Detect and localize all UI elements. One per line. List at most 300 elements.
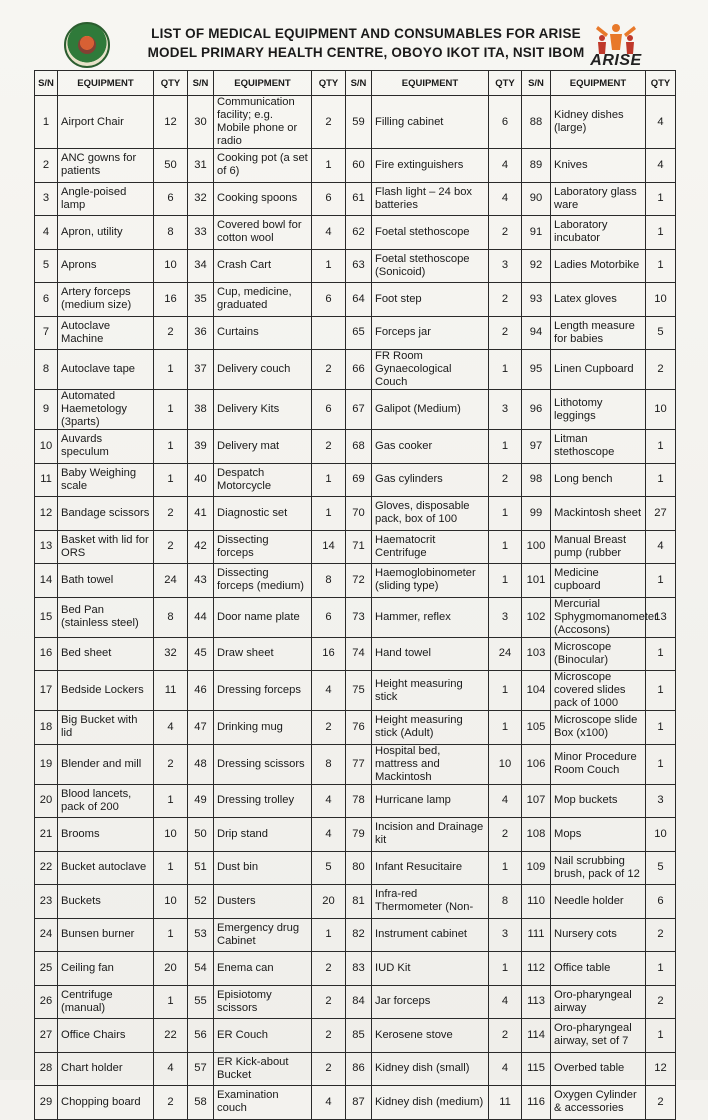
cell-qty: 2	[312, 430, 346, 464]
cell-qty: 1	[154, 390, 188, 430]
cell-qty: 3	[489, 390, 522, 430]
cell-qty: 22	[154, 1019, 188, 1053]
header-equipment: EQUIPMENT	[214, 71, 312, 96]
cell-equipment: Dust bin	[214, 851, 312, 885]
table-row	[35, 1019, 676, 1053]
cell-equipment: ER Couch	[214, 1019, 312, 1053]
table-row	[35, 985, 676, 1019]
cell-qty: 8	[312, 744, 346, 784]
cell-sn: 95	[522, 350, 551, 390]
state-seal-logo	[64, 22, 110, 68]
cell-sn: 82	[346, 918, 372, 952]
cell-qty: 14	[312, 530, 346, 564]
table-row	[35, 463, 676, 497]
cell-sn: 58	[188, 1086, 214, 1120]
cell-sn: 52	[188, 885, 214, 919]
cell-equipment: ER Kick-about Bucket	[214, 1052, 312, 1086]
cell-qty: 13	[646, 597, 676, 637]
table-row	[35, 249, 676, 283]
cell-sn: 2	[35, 149, 58, 183]
cell-qty: 2	[489, 1019, 522, 1053]
cell-qty: 2	[646, 918, 676, 952]
cell-qty: 2	[312, 952, 346, 986]
cell-sn: 90	[522, 182, 551, 216]
cell-sn: 44	[188, 597, 214, 637]
table-row	[35, 350, 676, 390]
cell-equipment: Gas cooker	[372, 430, 489, 464]
cell-equipment: Apron, utility	[58, 216, 154, 250]
cell-sn: 53	[188, 918, 214, 952]
cell-qty: 4	[312, 1086, 346, 1120]
cell-sn: 14	[35, 564, 58, 598]
cell-equipment: Haemoglobinometer (sliding type)	[372, 564, 489, 598]
cell-qty: 2	[489, 216, 522, 250]
cell-sn: 42	[188, 530, 214, 564]
cell-qty: 12	[646, 1052, 676, 1086]
cell-sn: 105	[522, 711, 551, 745]
cell-equipment: Oro-pharyngeal airway	[551, 985, 646, 1019]
cell-sn: 71	[346, 530, 372, 564]
cell-equipment: Centrifuge (manual)	[58, 985, 154, 1019]
cell-sn: 83	[346, 952, 372, 986]
cell-equipment: Infra-red Thermometer (Non-	[372, 885, 489, 919]
cell-qty: 6	[646, 885, 676, 919]
cell-sn: 113	[522, 985, 551, 1019]
cell-qty: 1	[646, 463, 676, 497]
cell-equipment: Episiotomy scissors	[214, 985, 312, 1019]
cell-qty: 2	[489, 283, 522, 317]
cell-qty: 16	[154, 283, 188, 317]
cell-sn: 112	[522, 952, 551, 986]
cell-equipment: Bandage scissors	[58, 497, 154, 531]
cell-qty: 2	[312, 985, 346, 1019]
table-row	[35, 637, 676, 671]
cell-equipment: Dressing forceps	[214, 671, 312, 711]
cell-qty: 1	[154, 430, 188, 464]
cell-equipment: Big Bucket with lid	[58, 711, 154, 745]
cell-equipment: Delivery couch	[214, 350, 312, 390]
cell-equipment: Cooking pot (a set of 6)	[214, 149, 312, 183]
cell-sn: 22	[35, 851, 58, 885]
cell-sn: 49	[188, 784, 214, 818]
table-row	[35, 784, 676, 818]
cell-sn: 69	[346, 463, 372, 497]
table-row	[35, 316, 676, 350]
cell-equipment: Dressing trolley	[214, 784, 312, 818]
cell-equipment: Medicine cupboard	[551, 564, 646, 598]
cell-qty: 6	[489, 96, 522, 149]
table-row	[35, 283, 676, 317]
header-sn: S/N	[35, 71, 58, 96]
table-row	[35, 1086, 676, 1120]
cell-qty: 4	[646, 530, 676, 564]
cell-sn: 66	[346, 350, 372, 390]
cell-qty: 1	[154, 784, 188, 818]
table-row	[35, 597, 676, 637]
cell-sn: 38	[188, 390, 214, 430]
cell-sn: 51	[188, 851, 214, 885]
cell-qty: 20	[154, 952, 188, 986]
cell-qty: 5	[646, 851, 676, 885]
cell-sn: 89	[522, 149, 551, 183]
cell-sn: 92	[522, 249, 551, 283]
cell-equipment: Incision and Drainage kit	[372, 818, 489, 852]
cell-sn: 39	[188, 430, 214, 464]
cell-equipment: Covered bowl for cotton wool	[214, 216, 312, 250]
cell-qty: 3	[489, 597, 522, 637]
cell-equipment: Needle holder	[551, 885, 646, 919]
cell-equipment: Autoclave tape	[58, 350, 154, 390]
cell-equipment: Haematocrit Centrifuge	[372, 530, 489, 564]
cell-qty: 4	[154, 1052, 188, 1086]
cell-equipment: Delivery Kits	[214, 390, 312, 430]
cell-equipment: Bunsen burner	[58, 918, 154, 952]
cell-sn: 40	[188, 463, 214, 497]
document-title	[146, 24, 586, 62]
cell-equipment: Bucket autoclave	[58, 851, 154, 885]
cell-equipment: Autoclave Machine	[58, 316, 154, 350]
cell-equipment: Ladies Motorbike	[551, 249, 646, 283]
cell-sn: 41	[188, 497, 214, 531]
cell-sn: 93	[522, 283, 551, 317]
cell-equipment: Cooking spoons	[214, 182, 312, 216]
table-row	[35, 390, 676, 430]
cell-sn: 59	[346, 96, 372, 149]
cell-qty: 2	[646, 1086, 676, 1120]
cell-equipment: Instrument cabinet	[372, 918, 489, 952]
cell-qty: 3	[646, 784, 676, 818]
cell-equipment: Airport Chair	[58, 96, 154, 149]
cell-qty: 2	[312, 1019, 346, 1053]
cell-equipment: Communication facility; e.g. Mobile phone or radio	[214, 96, 312, 149]
cell-sn: 94	[522, 316, 551, 350]
cell-sn: 72	[346, 564, 372, 598]
cell-equipment: Blood lancets, pack of 200	[58, 784, 154, 818]
cell-qty: 2	[489, 463, 522, 497]
cell-qty: 1	[646, 711, 676, 745]
title-line-2: MODEL PRIMARY HEALTH CENTRE, OBOYO IKOT ITA, NSIT IBOM	[147, 45, 585, 60]
cell-sn: 3	[35, 182, 58, 216]
cell-qty: 1	[646, 564, 676, 598]
cell-sn: 31	[188, 149, 214, 183]
cell-sn: 100	[522, 530, 551, 564]
cell-qty: 4	[489, 1052, 522, 1086]
cell-qty: 10	[646, 283, 676, 317]
cell-qty: 1	[646, 1019, 676, 1053]
cell-equipment: Chart holder	[58, 1052, 154, 1086]
cell-sn: 34	[188, 249, 214, 283]
table-row	[35, 182, 676, 216]
cell-equipment: Oro-pharyngeal airway, set of 7	[551, 1019, 646, 1053]
header-qty: QTY	[646, 71, 676, 96]
cell-qty: 3	[489, 918, 522, 952]
cell-qty: 2	[154, 744, 188, 784]
cell-qty: 24	[154, 564, 188, 598]
cell-qty: 4	[312, 216, 346, 250]
cell-equipment: Cup, medicine, graduated	[214, 283, 312, 317]
cell-qty: 8	[489, 885, 522, 919]
cell-sn: 86	[346, 1052, 372, 1086]
cell-qty: 2	[154, 497, 188, 531]
cell-sn: 13	[35, 530, 58, 564]
cell-qty: 1	[489, 952, 522, 986]
cell-qty: 1	[489, 711, 522, 745]
cell-qty: 2	[312, 711, 346, 745]
cell-equipment: Oxygen Cylinder & accessories	[551, 1086, 646, 1120]
cell-qty: 1	[489, 350, 522, 390]
cell-sn: 16	[35, 637, 58, 671]
arise-logo-text: ARISE	[590, 52, 642, 69]
cell-equipment: Latex gloves	[551, 283, 646, 317]
cell-qty: 6	[312, 597, 346, 637]
cell-sn: 76	[346, 711, 372, 745]
cell-equipment: Diagnostic set	[214, 497, 312, 531]
cell-equipment: Gas cylinders	[372, 463, 489, 497]
table-row	[35, 530, 676, 564]
header-sn: S/N	[188, 71, 214, 96]
cell-qty: 1	[646, 182, 676, 216]
cell-equipment: Crash Cart	[214, 249, 312, 283]
cell-equipment: FR Room Gynaecological Couch	[372, 350, 489, 390]
cell-sn: 17	[35, 671, 58, 711]
table-row	[35, 818, 676, 852]
cell-sn: 85	[346, 1019, 372, 1053]
cell-equipment: Hurricane lamp	[372, 784, 489, 818]
cell-equipment: Gloves, disposable pack, box of 100	[372, 497, 489, 531]
cell-equipment: Ceiling fan	[58, 952, 154, 986]
cell-equipment: Height measuring stick (Adult)	[372, 711, 489, 745]
cell-sn: 62	[346, 216, 372, 250]
cell-qty: 10	[154, 249, 188, 283]
table-header-row	[35, 71, 676, 96]
cell-equipment: Hospital bed, mattress and Mackintosh	[372, 744, 489, 784]
cell-qty: 3	[489, 249, 522, 283]
cell-sn: 96	[522, 390, 551, 430]
cell-equipment: Dissecting forceps	[214, 530, 312, 564]
cell-equipment: Office Chairs	[58, 1019, 154, 1053]
cell-equipment: Buckets	[58, 885, 154, 919]
cell-sn: 77	[346, 744, 372, 784]
cell-qty: 4	[154, 711, 188, 745]
cell-equipment: Aprons	[58, 249, 154, 283]
cell-sn: 30	[188, 96, 214, 149]
cell-sn: 74	[346, 637, 372, 671]
cell-sn: 55	[188, 985, 214, 1019]
cell-sn: 111	[522, 918, 551, 952]
cell-qty: 24	[489, 637, 522, 671]
cell-qty: 1	[154, 851, 188, 885]
cell-qty: 1	[154, 463, 188, 497]
table-row	[35, 497, 676, 531]
cell-sn: 48	[188, 744, 214, 784]
cell-equipment: Nursery cots	[551, 918, 646, 952]
cell-equipment: Drip stand	[214, 818, 312, 852]
cell-sn: 5	[35, 249, 58, 283]
cell-equipment: Foot step	[372, 283, 489, 317]
cell-sn: 9	[35, 390, 58, 430]
cell-qty: 1	[646, 430, 676, 464]
cell-qty: 12	[154, 96, 188, 149]
cell-equipment: Angle-poised lamp	[58, 182, 154, 216]
cell-equipment: Galipot (Medium)	[372, 390, 489, 430]
cell-sn: 98	[522, 463, 551, 497]
cell-sn: 27	[35, 1019, 58, 1053]
cell-sn: 35	[188, 283, 214, 317]
cell-equipment: Microscope covered slides pack of 1000	[551, 671, 646, 711]
cell-sn: 43	[188, 564, 214, 598]
cell-qty: 10	[646, 390, 676, 430]
cell-qty: 32	[154, 637, 188, 671]
cell-qty: 1	[154, 918, 188, 952]
cell-sn: 7	[35, 316, 58, 350]
cell-equipment: Mercurial Sphygmomanometer (Accosons)	[551, 597, 646, 637]
cell-sn: 33	[188, 216, 214, 250]
table-row	[35, 885, 676, 919]
cell-qty: 5	[312, 851, 346, 885]
cell-equipment: Flash light – 24 box batteries	[372, 182, 489, 216]
cell-equipment: Delivery mat	[214, 430, 312, 464]
cell-equipment: Nail scrubbing brush, pack of 12	[551, 851, 646, 885]
cell-equipment: Auvards speculum	[58, 430, 154, 464]
cell-equipment: Long bench	[551, 463, 646, 497]
cell-equipment: Mackintosh sheet	[551, 497, 646, 531]
cell-qty: 27	[646, 497, 676, 531]
cell-equipment: Mops	[551, 818, 646, 852]
cell-equipment: Length measure for babies	[551, 316, 646, 350]
cell-equipment: ANC gowns for patients	[58, 149, 154, 183]
cell-sn: 18	[35, 711, 58, 745]
cell-equipment: Draw sheet	[214, 637, 312, 671]
cell-qty: 10	[154, 885, 188, 919]
cell-equipment: Bed Pan (stainless steel)	[58, 597, 154, 637]
cell-sn: 91	[522, 216, 551, 250]
cell-qty: 4	[312, 784, 346, 818]
cell-equipment: Blender and mill	[58, 744, 154, 784]
cell-qty: 2	[154, 530, 188, 564]
cell-qty: 8	[154, 597, 188, 637]
cell-qty: 10	[154, 818, 188, 852]
cell-sn: 1	[35, 96, 58, 149]
table-row	[35, 1052, 676, 1086]
cell-qty: 11	[154, 671, 188, 711]
cell-equipment: Manual Breast pump (rubber	[551, 530, 646, 564]
cell-equipment: Jar forceps	[372, 985, 489, 1019]
cell-qty: 2	[154, 1086, 188, 1120]
cell-sn: 75	[346, 671, 372, 711]
cell-qty: 6	[312, 182, 346, 216]
cell-equipment: Hammer, reflex	[372, 597, 489, 637]
cell-sn: 87	[346, 1086, 372, 1120]
cell-qty: 1	[154, 350, 188, 390]
cell-sn: 116	[522, 1086, 551, 1120]
header-qty: QTY	[489, 71, 522, 96]
cell-equipment: Basket with lid for ORS	[58, 530, 154, 564]
cell-qty: 2	[312, 350, 346, 390]
document-header	[28, 14, 688, 72]
cell-equipment: Overbed table	[551, 1052, 646, 1086]
arise-figures-icon	[584, 22, 648, 56]
cell-qty: 50	[154, 149, 188, 183]
cell-equipment: Foetal stethoscope (Sonicoid)	[372, 249, 489, 283]
cell-qty: 4	[312, 671, 346, 711]
table-body	[35, 96, 676, 1120]
cell-qty	[312, 316, 346, 350]
cell-equipment: Baby Weighing scale	[58, 463, 154, 497]
cell-equipment: Fire extinguishers	[372, 149, 489, 183]
table-row	[35, 952, 676, 986]
cell-qty: 4	[312, 818, 346, 852]
header-sn: S/N	[522, 71, 551, 96]
cell-qty: 10	[646, 818, 676, 852]
cell-sn: 108	[522, 818, 551, 852]
cell-sn: 56	[188, 1019, 214, 1053]
cell-qty: 2	[312, 1052, 346, 1086]
cell-equipment: Litman stethoscope	[551, 430, 646, 464]
cell-qty: 1	[646, 952, 676, 986]
cell-equipment: Door name plate	[214, 597, 312, 637]
cell-sn: 23	[35, 885, 58, 919]
cell-sn: 54	[188, 952, 214, 986]
header-equipment: EQUIPMENT	[551, 71, 646, 96]
cell-sn: 109	[522, 851, 551, 885]
cell-qty: 2	[489, 818, 522, 852]
cell-qty: 1	[489, 530, 522, 564]
cell-sn: 47	[188, 711, 214, 745]
cell-sn: 107	[522, 784, 551, 818]
table-row	[35, 711, 676, 745]
cell-equipment: Filling cabinet	[372, 96, 489, 149]
cell-sn: 28	[35, 1052, 58, 1086]
cell-qty: 4	[489, 784, 522, 818]
cell-qty: 1	[646, 216, 676, 250]
cell-qty: 2	[646, 350, 676, 390]
table-row	[35, 564, 676, 598]
cell-sn: 103	[522, 637, 551, 671]
cell-sn: 50	[188, 818, 214, 852]
cell-sn: 4	[35, 216, 58, 250]
cell-sn: 11	[35, 463, 58, 497]
cell-equipment: Brooms	[58, 818, 154, 852]
cell-equipment: Kidney dish (small)	[372, 1052, 489, 1086]
cell-sn: 61	[346, 182, 372, 216]
cell-qty: 1	[312, 149, 346, 183]
cell-sn: 26	[35, 985, 58, 1019]
cell-equipment: Laboratory glass ware	[551, 182, 646, 216]
cell-equipment: Drinking mug	[214, 711, 312, 745]
cell-equipment: Emergency drug Cabinet	[214, 918, 312, 952]
cell-sn: 63	[346, 249, 372, 283]
cell-sn: 24	[35, 918, 58, 952]
cell-sn: 73	[346, 597, 372, 637]
cell-sn: 21	[35, 818, 58, 852]
header-sn: S/N	[346, 71, 372, 96]
cell-sn: 12	[35, 497, 58, 531]
cell-qty: 2	[489, 316, 522, 350]
cell-sn: 29	[35, 1086, 58, 1120]
cell-sn: 64	[346, 283, 372, 317]
header-qty: QTY	[312, 71, 346, 96]
cell-sn: 37	[188, 350, 214, 390]
cell-sn: 81	[346, 885, 372, 919]
cell-qty: 1	[646, 249, 676, 283]
cell-qty: 2	[312, 96, 346, 149]
cell-equipment: Laboratory incubator	[551, 216, 646, 250]
cell-equipment: Height measuring stick	[372, 671, 489, 711]
cell-equipment: IUD Kit	[372, 952, 489, 986]
cell-qty: 6	[312, 283, 346, 317]
table-row	[35, 430, 676, 464]
cell-qty: 4	[489, 149, 522, 183]
